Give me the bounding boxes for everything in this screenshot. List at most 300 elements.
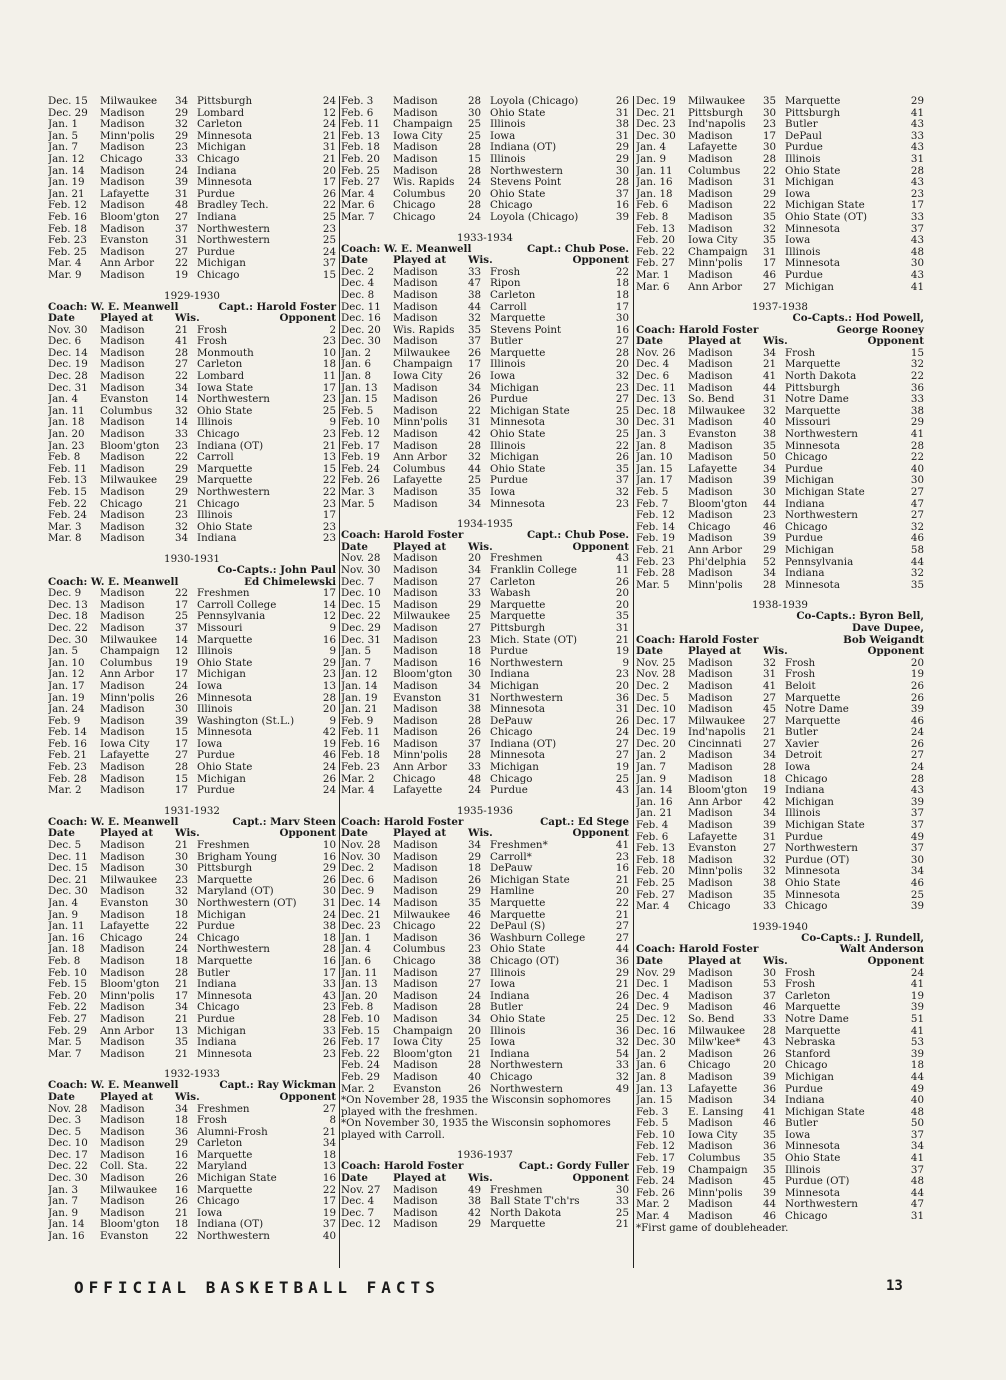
opponent-score: 17 — [322, 967, 336, 979]
opponent-score: 22 — [615, 266, 629, 278]
opponent-score: 17 — [322, 510, 336, 522]
game-row — [636, 1026, 924, 1038]
played-at: Chicago — [393, 955, 436, 967]
game-row — [636, 1072, 924, 1084]
wisconsin-score: 38 — [763, 878, 777, 889]
game-date: Dec. 9 — [48, 588, 82, 600]
wisconsin-score: 28 — [763, 1025, 777, 1037]
game-row — [48, 1104, 336, 1116]
wisconsin-score: 39 — [763, 533, 777, 545]
game-date: Feb. 15 — [341, 1025, 380, 1037]
played-at: Champaign — [393, 359, 453, 371]
played-at: Madison — [393, 96, 438, 107]
played-at: Madison — [393, 979, 438, 991]
played-at: Evanston — [100, 898, 149, 909]
game-date: Feb. 21 — [636, 544, 675, 556]
captain-label: Capt.: Chub Pose. — [526, 242, 629, 255]
played-at: Madison — [688, 487, 733, 498]
game-date: Feb. 24 — [48, 510, 87, 522]
wisconsin-score: 48 — [175, 200, 189, 212]
played-at: Lafayette — [688, 463, 738, 475]
wisconsin-score: 29 — [468, 851, 482, 863]
game-date: Dec. 19 — [48, 359, 88, 371]
game-date: Jan. 4 — [48, 394, 78, 406]
played-at: Milwaukee — [100, 96, 158, 107]
played-at: Milwaukee — [688, 715, 746, 727]
opponent-score: 18 — [615, 278, 629, 290]
played-at: Milwaukee — [100, 475, 158, 487]
played-at: Madison — [100, 510, 145, 522]
wisconsin-score: 39 — [175, 715, 189, 727]
game-date: Feb. 18 — [48, 223, 87, 235]
opponent-name: Pittsburgh — [197, 863, 253, 875]
played-at: Madison — [393, 266, 438, 278]
opponent-score: 43 — [910, 119, 924, 131]
played-at: Madison — [688, 223, 733, 235]
wisconsin-score: 38 — [468, 704, 482, 716]
opponent-score: 48 — [910, 1106, 924, 1118]
game-date: Mar. 8 — [48, 533, 82, 545]
wisconsin-score: 18 — [175, 955, 189, 967]
game-row — [48, 658, 336, 670]
game-date: Feb. 12 — [636, 1141, 675, 1153]
opponent-name: Purdue — [197, 246, 235, 258]
footnote: *On November 30, 1935 the Wisconsin sophomores played with Carroll. — [341, 1117, 611, 1141]
opponent-name: Minnesota — [785, 866, 840, 878]
played-at: Madison — [100, 1138, 145, 1150]
game-row — [636, 1037, 924, 1049]
played-at: Milwaukee — [100, 1184, 158, 1196]
wisconsin-score: 15 — [468, 153, 482, 165]
opponent-score: 15 — [322, 463, 336, 475]
header-cell: Played at — [393, 827, 447, 840]
game-date: Feb. 16 — [341, 738, 380, 750]
game-row — [48, 177, 336, 189]
coach-label: Coach: Harold Foster — [636, 323, 759, 336]
opponent-name: Purdue — [785, 831, 823, 843]
opponent-score: 26 — [615, 990, 629, 1002]
game-date: Mar. 2 — [636, 1199, 670, 1211]
opponent-name: Michigan — [197, 142, 246, 154]
game-date: Dec. 11 — [48, 851, 88, 863]
opponent-score: 46 — [910, 533, 924, 545]
game-date: Jan. 18 — [48, 417, 85, 429]
played-at: Madison — [393, 1071, 438, 1083]
game-date: Jan. 24 — [48, 704, 85, 716]
game-row — [636, 580, 924, 592]
game-date: Dec. 5 — [636, 692, 670, 704]
played-at: Madison — [688, 680, 733, 692]
played-at: Ann Arbor — [688, 796, 743, 808]
column-middle — [341, 96, 629, 1231]
played-at: Bloom'gton — [100, 979, 160, 991]
opponent-name: Michigan — [197, 909, 246, 921]
played-at: Madison — [100, 1207, 145, 1219]
wisconsin-score: 35 — [763, 440, 777, 452]
wisconsin-score: 27 — [468, 622, 482, 634]
game-row — [48, 189, 336, 201]
opponent-score: 36 — [910, 382, 924, 394]
game-date: Nov. 28 — [341, 840, 381, 852]
season-year: 1935-1936 — [457, 804, 513, 817]
opponent-score: 9 — [329, 646, 336, 658]
opponent-score: 41 — [910, 429, 924, 441]
game-row — [48, 933, 336, 945]
game-row — [341, 979, 629, 991]
played-at: Madison — [100, 487, 145, 498]
opponent-score: 24 — [910, 727, 924, 739]
opponent-score: 40 — [910, 1095, 924, 1107]
played-at: Madison — [100, 588, 145, 600]
game-date: Dec. 8 — [341, 289, 375, 301]
wisconsin-score: 30 — [175, 851, 189, 863]
header-cell: Wis. — [175, 1090, 200, 1103]
opponent-score: 44 — [910, 1187, 924, 1199]
game-row — [636, 224, 924, 236]
game-row — [48, 154, 336, 166]
opponent-score: 23 — [322, 533, 336, 545]
game-row — [48, 142, 336, 154]
game-row — [48, 1208, 336, 1220]
game-row — [48, 487, 336, 499]
wisconsin-score: 27 — [175, 211, 189, 223]
game-date: Dec. 28 — [48, 371, 88, 383]
game-date: Feb. 14 — [48, 727, 87, 739]
opponent-score: 29 — [910, 417, 924, 429]
opponent-score: 35 — [615, 463, 629, 475]
opponent-score: 28 — [322, 944, 336, 956]
wisconsin-score: 26 — [468, 371, 482, 383]
wisconsin-score: 30 — [763, 107, 777, 119]
wisconsin-score: 34 — [763, 568, 777, 580]
game-row — [48, 968, 336, 980]
captain-label: Dave Dupee, — [851, 621, 924, 634]
table-header — [341, 828, 629, 840]
opponent-name: Carroll* — [490, 851, 532, 863]
header-cell: Wis. — [468, 1172, 493, 1185]
coach-label: Coach: Harold Foster — [636, 633, 759, 646]
opponent-score: 24 — [322, 246, 336, 258]
wisconsin-score: 18 — [175, 1219, 189, 1231]
opponent-name: Minnesota — [785, 258, 840, 270]
opponent-name: Ohio State — [490, 188, 546, 200]
opponent-name: Indiana — [490, 1048, 530, 1060]
game-date: Mar. 5 — [48, 1037, 82, 1049]
opponent-name: Indiana — [785, 1095, 825, 1107]
game-date: Dec. 23 — [636, 119, 676, 131]
played-at: Madison — [688, 808, 733, 820]
opponent-name: Iowa — [197, 1207, 223, 1219]
opponent-score: 41 — [910, 1153, 924, 1165]
game-row — [636, 464, 924, 476]
game-date: Feb. 5 — [341, 405, 374, 417]
played-at: Pittsburgh — [688, 107, 744, 119]
opponent-score: 21 — [615, 1219, 629, 1231]
game-row — [636, 1130, 924, 1142]
game-date: Jan. 4 — [636, 142, 666, 154]
game-date: Jan. 14 — [48, 165, 85, 177]
game-row — [48, 1138, 336, 1150]
game-date: Nov. 26 — [636, 347, 676, 359]
season-section — [636, 921, 924, 1234]
wisconsin-score: 30 — [175, 863, 189, 875]
wisconsin-score: 30 — [763, 967, 777, 979]
game-row — [636, 855, 924, 867]
opponent-name: Michigan — [490, 680, 539, 692]
wisconsin-score: 28 — [468, 200, 482, 212]
header-cell: Date — [636, 645, 663, 658]
season-section — [341, 518, 629, 797]
game-date: Feb. 23 — [48, 762, 87, 774]
opponent-name: Iowa — [785, 235, 811, 247]
game-date: Feb. 19 — [636, 533, 675, 545]
game-date: Feb. 14 — [636, 521, 675, 533]
wisconsin-score: 12 — [175, 646, 189, 658]
wisconsin-score: 23 — [175, 510, 189, 522]
game-date: Dec. 30 — [636, 1037, 676, 1049]
wisconsin-score: 21 — [175, 498, 189, 510]
opponent-name: Michigan — [197, 1025, 246, 1037]
game-date: Dec. 20 — [636, 738, 676, 750]
played-at: Columbus — [688, 1153, 741, 1165]
played-at: Madison — [393, 107, 438, 119]
wisconsin-score: 14 — [175, 634, 189, 646]
opponent-score: 31 — [615, 130, 629, 142]
game-row — [48, 716, 336, 728]
header-cell: Played at — [393, 540, 447, 553]
opponent-name: Frosh — [785, 347, 816, 359]
game-date: Mar. 9 — [48, 269, 82, 281]
game-date: Feb. 25 — [48, 246, 87, 258]
wisconsin-score: 23 — [175, 874, 189, 886]
opponent-score: 32 — [615, 1071, 629, 1083]
played-at: Champaign — [688, 1164, 748, 1176]
game-row — [636, 716, 924, 728]
played-at: Madison — [100, 944, 145, 956]
game-date: Feb. 29 — [341, 1071, 380, 1083]
opponent-name: Indiana (OT) — [490, 738, 557, 750]
game-row — [636, 1095, 924, 1107]
opponent-name: Marquette — [785, 359, 841, 371]
opponent-name: Northwestern — [197, 944, 270, 956]
opponent-score: 30 — [615, 313, 629, 325]
opponent-name: Northwestern — [197, 223, 270, 235]
played-at: Madison — [393, 840, 438, 852]
wisconsin-score: 36 — [763, 1083, 777, 1095]
game-date: Feb. 27 — [341, 177, 380, 189]
wisconsin-score: 34 — [175, 533, 189, 545]
game-row — [341, 635, 629, 647]
wisconsin-score: 27 — [175, 750, 189, 762]
game-date: Jan. 5 — [341, 646, 371, 658]
game-row — [48, 1049, 336, 1061]
opponent-name: Purdue — [490, 785, 528, 797]
game-date: Dec. 17 — [48, 1149, 88, 1161]
coach-label: Coach: Harold Foster — [341, 1160, 464, 1173]
played-at: Madison — [393, 153, 438, 165]
game-row — [636, 557, 924, 569]
opponent-name: Freshmen* — [490, 840, 548, 852]
game-date: Jan. 21 — [48, 188, 85, 200]
game-date: Dec. 21 — [48, 874, 88, 886]
game-date: Mar. 3 — [341, 487, 375, 498]
game-row — [636, 1165, 924, 1177]
opponent-score: 40 — [910, 463, 924, 475]
played-at: Madison — [100, 680, 145, 692]
played-at: Milwaukee — [100, 634, 158, 646]
game-row — [341, 886, 629, 898]
played-at: Madison — [688, 967, 733, 979]
played-at: Iowa City — [100, 738, 150, 750]
wisconsin-score: 29 — [175, 1138, 189, 1150]
opponent-name: Michigan State — [785, 820, 865, 832]
played-at: Lafayette — [100, 188, 150, 200]
wisconsin-score: 16 — [175, 1149, 189, 1161]
opponent-score: 9 — [329, 622, 336, 634]
game-date: Jan. 20 — [48, 429, 85, 441]
opponent-name: Northwestern — [490, 1083, 563, 1095]
wisconsin-score: 29 — [175, 130, 189, 142]
played-at: Columbus — [393, 944, 446, 956]
played-at: Columbus — [100, 405, 153, 417]
played-at: Evanston — [393, 1083, 442, 1095]
game-date: Dec. 17 — [636, 715, 676, 727]
opponent-score: 49 — [910, 1083, 924, 1095]
game-row — [341, 681, 629, 693]
wisconsin-score: 28 — [468, 715, 482, 727]
game-date: Feb. 26 — [341, 475, 380, 487]
wisconsin-score: 22 — [175, 588, 189, 600]
game-date: Jan. 9 — [48, 909, 78, 921]
game-date: Jan. 21 — [341, 704, 378, 716]
game-row — [341, 119, 629, 131]
coach-captain-line — [636, 623, 924, 635]
wisconsin-score: 37 — [468, 336, 482, 348]
game-row — [636, 762, 924, 774]
game-date: Jan. 4 — [48, 898, 78, 909]
opponent-score: 27 — [615, 394, 629, 406]
opponent-name: Indiana — [490, 990, 530, 1002]
wisconsin-score: 17 — [175, 785, 189, 797]
game-date: Feb. 10 — [341, 417, 380, 429]
opponent-score: 19 — [910, 669, 924, 681]
wisconsin-score: 32 — [763, 854, 777, 866]
game-row — [341, 1072, 629, 1084]
game-date: Jan. 15 — [636, 463, 673, 475]
wisconsin-score: 34 — [175, 1103, 189, 1115]
opponent-name: Butler — [785, 727, 818, 739]
opponent-name: Freshmen — [197, 1103, 250, 1115]
game-row — [341, 588, 629, 600]
played-at: Madison — [688, 979, 733, 991]
header-cell: Date — [341, 827, 368, 840]
wisconsin-score: 13 — [175, 1025, 189, 1037]
wisconsin-score: 46 — [763, 521, 777, 533]
wisconsin-score: 39 — [763, 1071, 777, 1083]
game-row — [636, 843, 924, 855]
opponent-score: 37 — [615, 475, 629, 487]
wisconsin-score: 50 — [763, 452, 777, 464]
game-row — [636, 1049, 924, 1061]
opponent-name: Chicago — [785, 901, 828, 913]
wisconsin-score: 35 — [468, 324, 482, 336]
game-row — [341, 417, 629, 429]
opponent-score: 33 — [910, 211, 924, 223]
game-row — [341, 863, 629, 875]
wisconsin-score: 44 — [763, 382, 777, 394]
game-row — [48, 991, 336, 1003]
opponent-score: 25 — [615, 773, 629, 785]
wisconsin-score: 46 — [763, 1002, 777, 1014]
game-date: Dec. 21 — [341, 909, 381, 921]
opponent-name: Michigan — [785, 281, 834, 293]
played-at: Madison — [688, 1199, 733, 1211]
played-at: Ind'napolis — [688, 727, 746, 739]
opponent-score: 41 — [910, 281, 924, 293]
wisconsin-score: 24 — [175, 165, 189, 177]
opponent-score: 29 — [910, 96, 924, 107]
game-date: Feb. 7 — [636, 498, 669, 510]
played-at: So. Bend — [688, 1013, 735, 1025]
wisconsin-score: 24 — [175, 680, 189, 692]
game-date: Jan. 6 — [636, 1060, 666, 1072]
game-date: Feb. 11 — [341, 727, 380, 739]
opponent-score: 20 — [615, 886, 629, 898]
wisconsin-score: 32 — [763, 405, 777, 417]
opponent-name: Illinois — [490, 153, 526, 165]
opponent-name: Frosh — [197, 324, 228, 336]
game-date: Jan. 12 — [48, 153, 85, 165]
played-at: Madison — [688, 692, 733, 704]
opponent-score: 43 — [615, 785, 629, 797]
played-at: Madison — [100, 177, 145, 189]
opponent-score: 31 — [615, 622, 629, 634]
played-at: Madison — [393, 1002, 438, 1014]
played-at: Ann Arbor — [688, 544, 743, 556]
wisconsin-score: 33 — [175, 429, 189, 441]
wisconsin-score: 44 — [468, 301, 482, 313]
wisconsin-score: 16 — [468, 657, 482, 669]
game-row — [48, 1127, 336, 1139]
game-row — [48, 588, 336, 600]
wisconsin-score: 19 — [175, 657, 189, 669]
wisconsin-score: 31 — [763, 246, 777, 258]
played-at: Madison — [688, 177, 733, 189]
header-cell: Played at — [100, 827, 154, 840]
game-date: Dec. 22 — [48, 622, 88, 634]
game-date: Mar. 4 — [48, 258, 82, 270]
game-row — [636, 371, 924, 383]
season-section — [636, 96, 924, 293]
game-date: Mar. 2 — [341, 773, 375, 785]
played-at: Madison — [100, 1013, 145, 1025]
played-at: Champaign — [100, 646, 160, 658]
game-row — [341, 727, 629, 739]
game-date: Mar. 3 — [48, 521, 82, 533]
opponent-score: 22 — [322, 1184, 336, 1196]
opponent-name: Purdue (OT) — [785, 854, 850, 866]
opponent-score: 18 — [322, 932, 336, 944]
played-at: Chicago — [100, 498, 143, 510]
game-row — [48, 623, 336, 635]
game-date: Jan. 16 — [636, 177, 673, 189]
game-row — [48, 1173, 336, 1185]
game-date: Dec. 5 — [48, 840, 82, 852]
season-section — [341, 805, 629, 1142]
played-at: Bloom'gton — [100, 440, 160, 452]
opponent-name: Michigan — [785, 1071, 834, 1083]
wisconsin-score: 41 — [175, 336, 189, 348]
